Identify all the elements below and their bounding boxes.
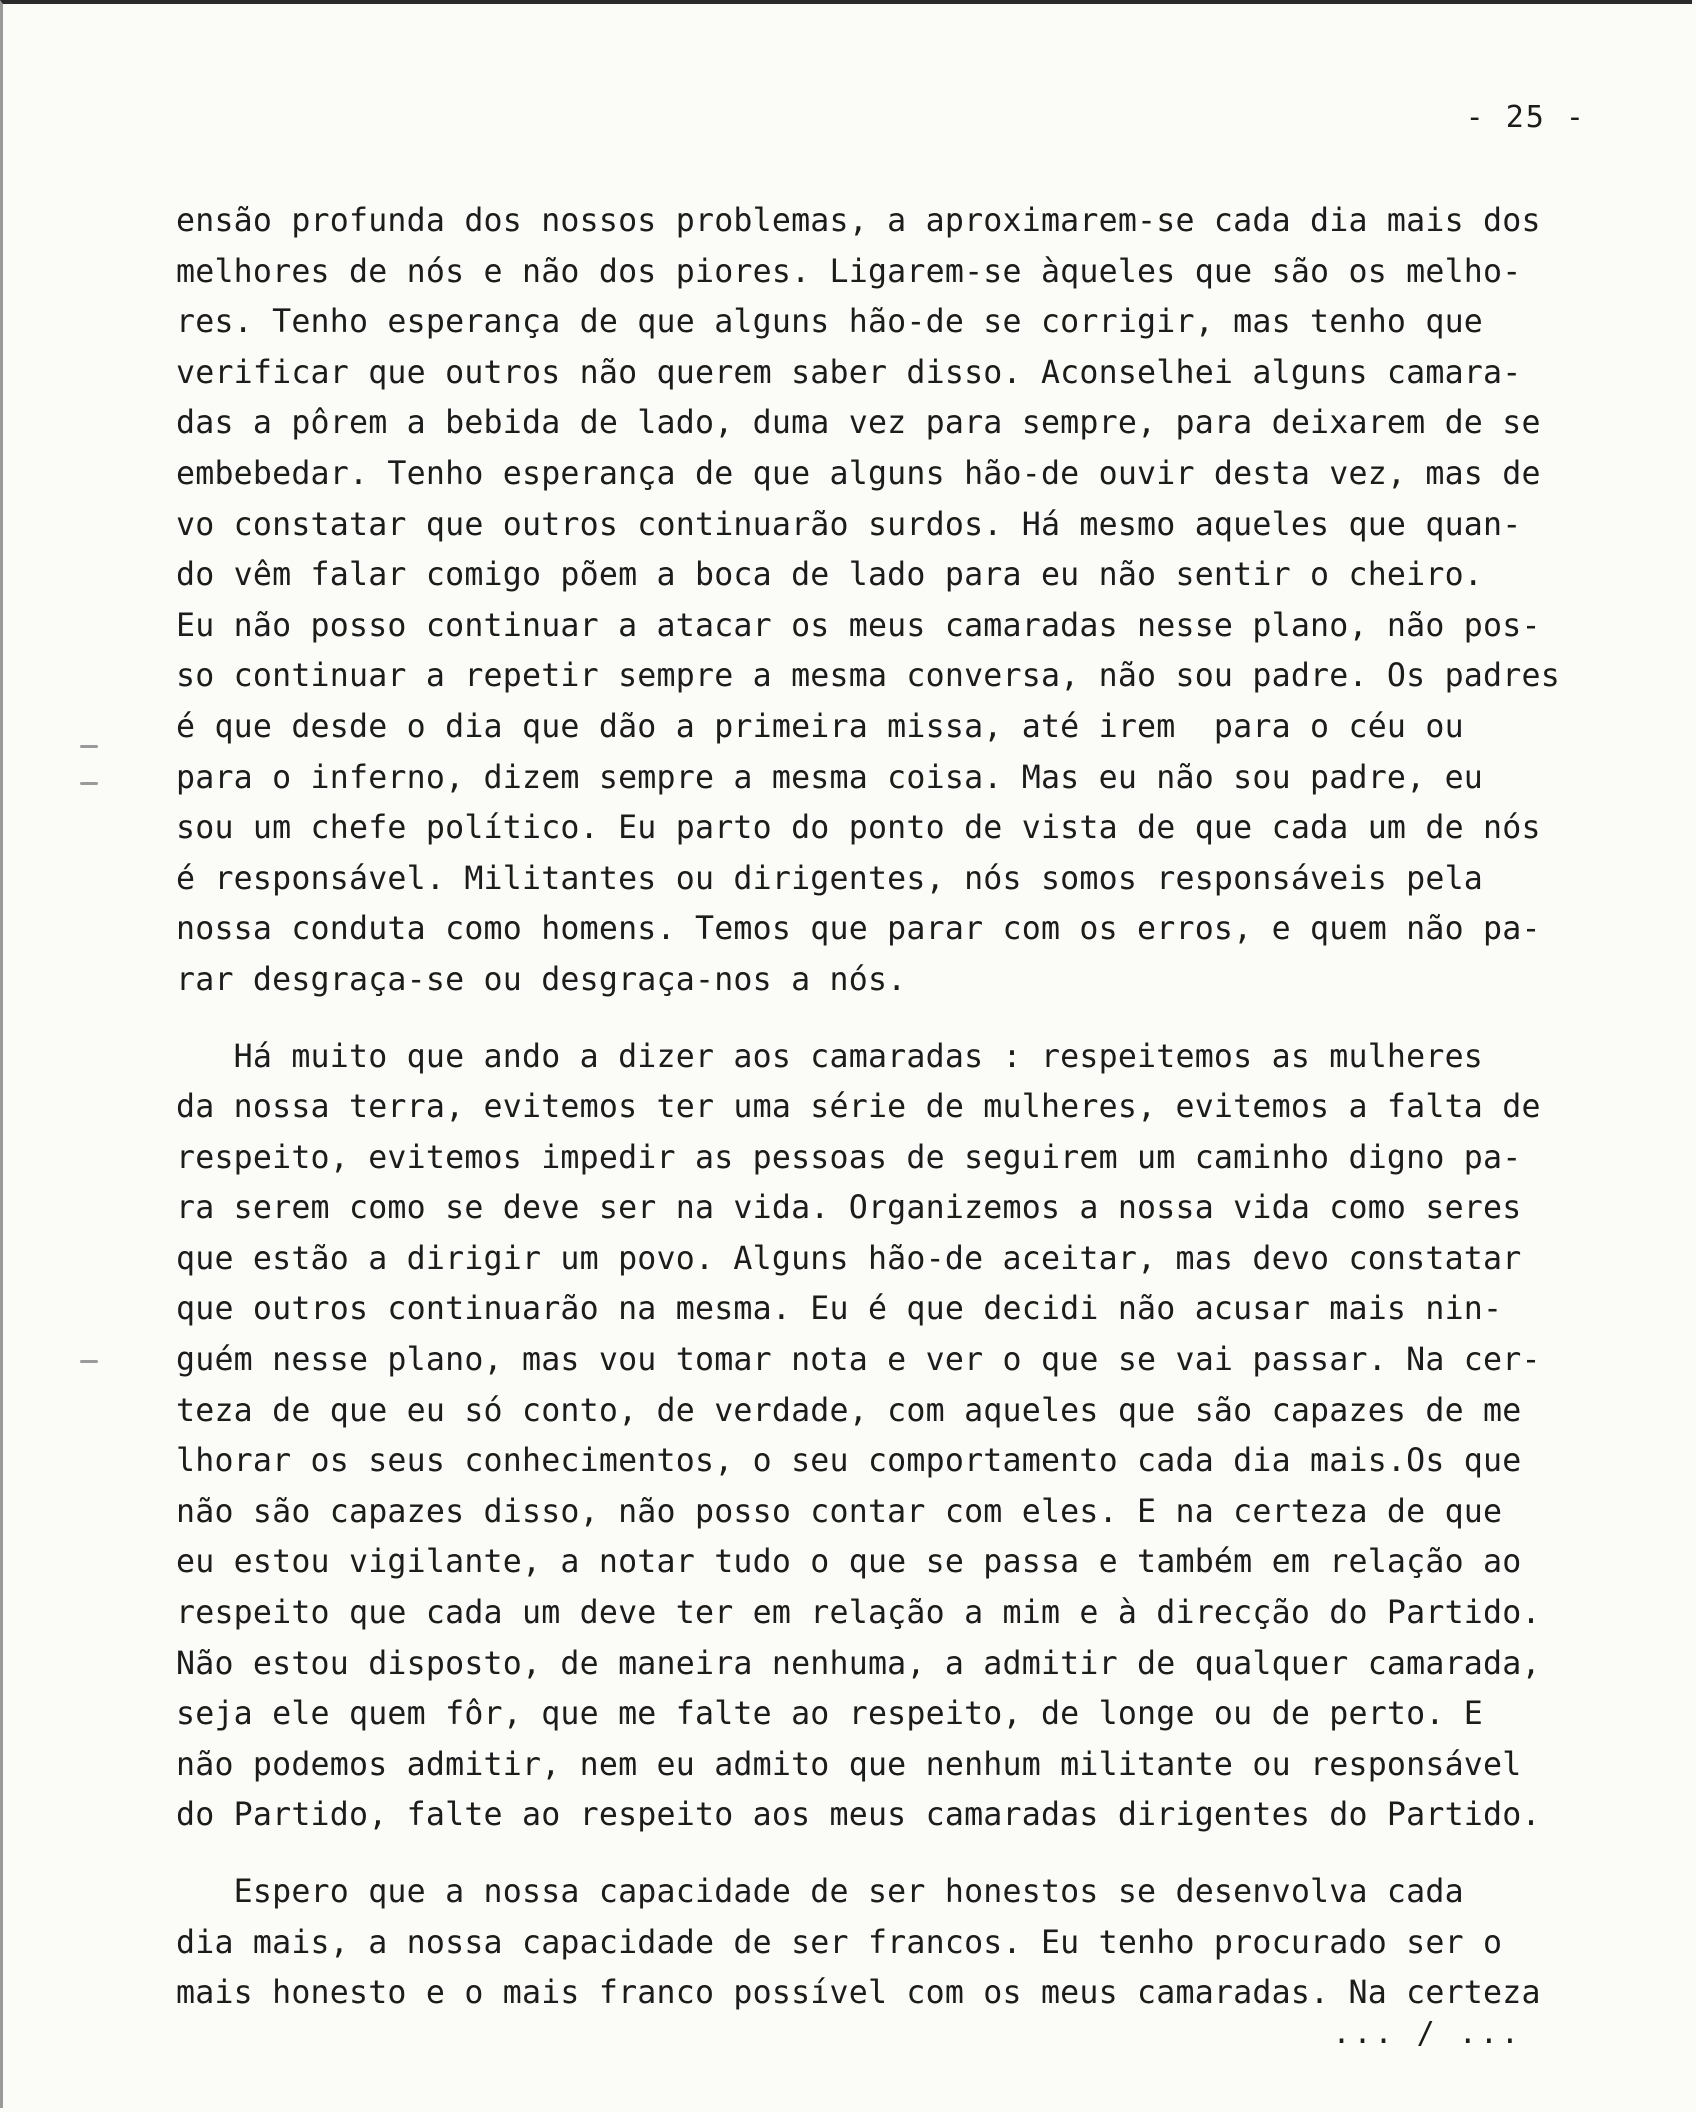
text-line: so continuar a repetir sempre a mesma conversa, não sou padre. Os padres (176, 658, 1560, 695)
text-line: para o inferno, dizem sempre a mesma coisa. Mas eu não sou padre, eu (176, 759, 1484, 796)
text-line: ensão profunda dos nossos problemas, a aproximarem-se cada dia mais dos (176, 203, 1541, 239)
text-line: Há muito que ando a dizer aos camaradas : respeitemos as mulheres (176, 1038, 1484, 1075)
text-line: das a pôrem a bebida de lado, duma vez para sempre, para deixarem de se (176, 405, 1541, 442)
paragraph (176, 196, 1636, 1006)
margin-mark (80, 1360, 98, 1363)
text-line: dia mais, a nossa capacidade de ser francos. Eu tenho procurado ser o (176, 1924, 1503, 1961)
text-line: que estão a dirigir um povo. Alguns hão-de aceitar, mas devo constatar (176, 1240, 1522, 1277)
text-line: não são capazes disso, não posso contar com eles. E na certeza de que (176, 1493, 1503, 1530)
text-line: guém nesse plano, mas vou tomar nota e ver o que se vai passar. Na cer- (176, 1342, 1541, 1379)
text-line: melhores de nós e não dos piores. Ligarem-se àqueles que são os melho- (176, 253, 1522, 290)
text-line: seja ele quem fôr, que me falte ao respeito, de longe ou de perto. E (176, 1696, 1484, 1733)
text-line: eu estou vigilante, a notar tudo o que se passa e também em relação ao (176, 1544, 1522, 1581)
text-line: teza de que eu só conto, de verdade, com aqueles que são capazes de me (176, 1392, 1522, 1429)
text-line: Não estou disposto, de maneira nenhuma, a admitir de qualquer camarada, (176, 1645, 1541, 1682)
text-line: é que desde o dia que dão a primeira missa, até irem para o céu ou (176, 708, 1464, 745)
text-line: vo constatar que outros continuarão surdos. Há mesmo aqueles que quan- (176, 506, 1522, 543)
text-line: mais honesto e o mais franco possível com os meus camaradas. Na certeza (176, 1975, 1541, 2012)
text-line: respeito que cada um deve ter em relação a mim e à direcção do Partido. (176, 1595, 1541, 1632)
text-line: é responsável. Militantes ou dirigentes, nós somos responsáveis pela (176, 860, 1484, 897)
margin-mark (80, 782, 98, 785)
paragraph (176, 1867, 1636, 2019)
text-line: nossa conduta como homens. Temos que parar com os erros, e quem não pa- (176, 911, 1541, 948)
text-line: Espero que a nossa capacidade de ser honestos se desenvolva cada (176, 1874, 1464, 1910)
paragraph (176, 1032, 1636, 1842)
text-line: lhorar os seus conhecimentos, o seu comportamento cada dia mais.Os que (176, 1443, 1522, 1480)
text-line: verificar que outros não querem saber disso. Aconselhei alguns camara- (176, 354, 1522, 391)
text-line: da nossa terra, evitemos ter uma série de mulheres, evitemos a falta de (176, 1089, 1541, 1126)
text-line: ra serem como se deve ser na vida. Organizemos a nossa vida como seres (176, 1190, 1522, 1227)
text-line: rar desgraça-se ou desgraça-nos a nós. (176, 961, 907, 998)
text-line: Eu não posso continuar a atacar os meus camaradas nesse plano, não pos- (176, 607, 1541, 644)
text-line: respeito, evitemos impedir as pessoas de seguirem um caminho digno pa- (176, 1139, 1522, 1176)
text-line: do vêm falar comigo põem a boca de lado para eu não sentir o cheiro. (176, 557, 1484, 594)
page-number: - 25 - (1465, 100, 1586, 135)
text-line: embebedar. Tenho esperança de que alguns hão-de ouvir desta vez, mas de (176, 455, 1541, 492)
text-line: sou um chefe político. Eu parto do ponto de vista de que cada um de nós (176, 810, 1541, 847)
continuation-mark: ... / ... (1332, 2016, 1522, 2051)
margin-mark (80, 745, 98, 748)
document-body (176, 196, 1636, 2019)
text-line: não podemos admitir, nem eu admito que nenhum militante ou responsável (176, 1746, 1522, 1783)
text-line: que outros continuarão na mesma. Eu é que decidi não acusar mais nin- (176, 1291, 1503, 1328)
text-line: do Partido, falte ao respeito aos meus camaradas dirigentes do Partido. (176, 1797, 1541, 1834)
text-line: res. Tenho esperança de que alguns hão-de se corrigir, mas tenho que (176, 304, 1484, 341)
